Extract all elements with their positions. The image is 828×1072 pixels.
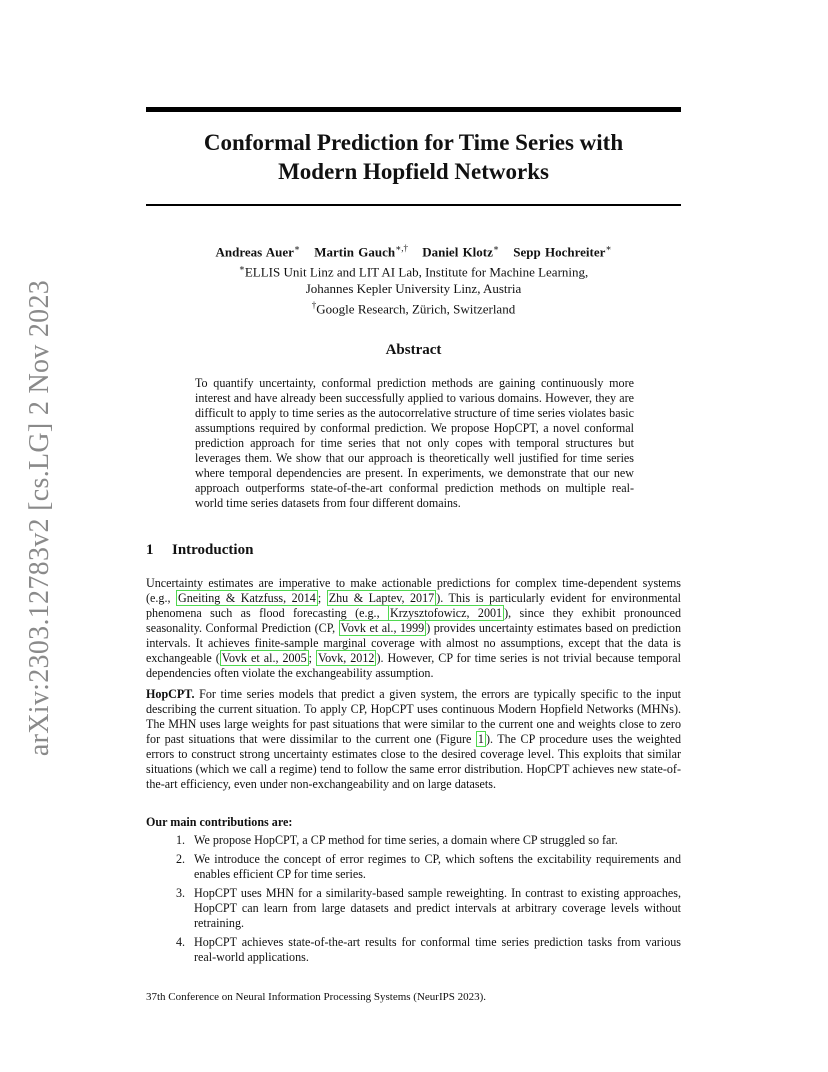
title-bottom-rule <box>146 204 681 206</box>
citation-link[interactable]: Vovk et al., 1999 <box>340 621 425 635</box>
list-item-number: 4. <box>176 935 186 949</box>
author-2: Martin Gauch <box>314 244 396 260</box>
intro-paragraph-2: HopCPT. For time series models that predict a given system, the errors are typically specific to the input describing the current situation. To apply CP, HopCPT uses continuous Modern Hopfield Networks (MHNs). The MHN uses large weights for past situations that were similar to the current one and weights close to zero for past situations that were dissimilar to the current one (Figure 1 ). The CP procedure uses the weighted errors to construct strong uncertainty estimates close to the desired coverage level. This exploits that similar situations (which we call a regime) tend to follow the same error distribution. HopCPT achieves new state-of-the-art efficiency, even under non-exchangeability and on large datasets. <box>146 687 681 791</box>
citation-link[interactable]: Zhu & Laptev, 2017 <box>328 591 435 605</box>
list-item-number: 1. <box>176 833 186 847</box>
author-3-mark: ∗ <box>492 243 500 253</box>
abstract-text: To quantify uncertainty, conformal prediction methods are gaining continuously more interest and have already been successfully applied to various domains. However, they are difficult to apply to time series as the autocorrelative structure of time series violates basic assumptions required by conformal prediction. We propose HopCPT, a novel conformal prediction approach for time series that not only copes with temporal structures but leverages them. We show that our approach is theoretically well justified for time series where temporal dependencies are present. In experiments, we demonstrate that our new approach outperforms state-of-the-art conformal prediction methods on multiple real-world time series datasets from four different domains. <box>195 376 634 510</box>
author-1-mark: ∗ <box>293 243 301 253</box>
citation-link[interactable]: Vovk, 2012 <box>317 651 375 665</box>
section-title: Introduction <box>172 542 254 558</box>
contributions-list <box>176 833 681 969</box>
author-2-mark: ∗,† <box>395 243 408 253</box>
affiliation-1-mark: ∗ <box>238 263 245 274</box>
author-4: Sepp Hochreiter <box>513 244 606 260</box>
title-line-1: Conformal Prediction for Time Series with <box>203 130 624 155</box>
list-item-number: 2. <box>176 852 186 866</box>
conference-footnote: 37th Conference on Neural Information Processing Systems (NeurIPS 2023). <box>146 991 487 1003</box>
citation-link[interactable]: Krzysztofowicz, 2001 <box>389 606 503 620</box>
author-1: Andreas Auer <box>215 244 294 260</box>
list-item <box>176 935 681 965</box>
affiliation-3: †Google Research, Zürich, Switzerland <box>311 299 516 316</box>
list-item-text: HopCPT uses MHN for a similarity-based sample reweighting. In contrast to existing approaches, HopCPT can learn from large datasets and predict intervals at arbitrary coverage levels without retraining. <box>194 886 681 930</box>
affiliation-3-mark: † <box>311 299 317 310</box>
intro-paragraph-1: Uncertainty estimates are imperative to make actionable predictions for complex time-dependent systems (e.g., Gneiting & Katzfuss, 2014 ; Zhu & Laptev, 2017 ). This is particularly evident for environmental phenomena such as flood forecasting (e.g., Krzysztofowicz, 2001 ), since they exhibit pronounced seasonality. Conformal Prediction (CP, Vovk et al., 1999 ) provides uncertainty estimates based on prediction intervals. It achieves finite-sample marginal coverage with almost no assumptions, except that the data is exchangeable ( Vovk et al., 2005 ; Vovk, 2012 ). However, CP for time series is not trivial because temporal dependencies often violate the exchangeability assumption. <box>146 576 681 680</box>
affiliation-2: Johannes Kepler University Linz, Austria <box>305 280 522 296</box>
author-names <box>146 240 681 260</box>
paragraph-lead: HopCPT. <box>146 687 195 701</box>
section-heading-introduction <box>146 542 253 559</box>
figure-reference-link[interactable]: 1 <box>477 732 484 746</box>
list-item <box>176 852 681 882</box>
author-4-mark: ∗ <box>605 243 612 253</box>
list-item-text: We propose HopCPT, a CP method for time series, a domain where CP struggled so far. <box>194 833 618 847</box>
affiliation-1: ∗ELLIS Unit Linz and LIT AI Lab, Institute for Machine Learning, <box>238 263 589 280</box>
list-item <box>176 833 681 848</box>
citation-link[interactable]: Vovk et al., 2005 <box>221 651 307 665</box>
list-item-text: HopCPT achieves state-of-the-art results for conformal time series prediction tasks from various real-world applications. <box>194 935 681 964</box>
list-item-text: We introduce the concept of error regimes to CP, which softens the excitability requirements and enables efficient CP for time series. <box>194 852 681 881</box>
author-3: Daniel Klotz <box>422 244 493 260</box>
list-item-number: 3. <box>176 886 186 900</box>
contributions-heading: Our main contributions are: <box>146 815 293 829</box>
arxiv-side-stamp <box>22 279 58 757</box>
author-block <box>146 240 681 317</box>
section-number: 1 <box>146 542 154 558</box>
paper-title <box>146 128 681 186</box>
arxiv-identifier: arXiv:2303.12783v2 [cs.LG] 2 Nov 2023 <box>24 279 55 757</box>
citation-link[interactable]: Gneiting & Katzfuss, 2014 <box>178 591 316 605</box>
title-line-2: Modern Hopfield Networks <box>278 159 549 184</box>
title-top-rule <box>146 107 681 112</box>
abstract-heading: Abstract <box>385 342 442 358</box>
list-item <box>176 886 681 931</box>
